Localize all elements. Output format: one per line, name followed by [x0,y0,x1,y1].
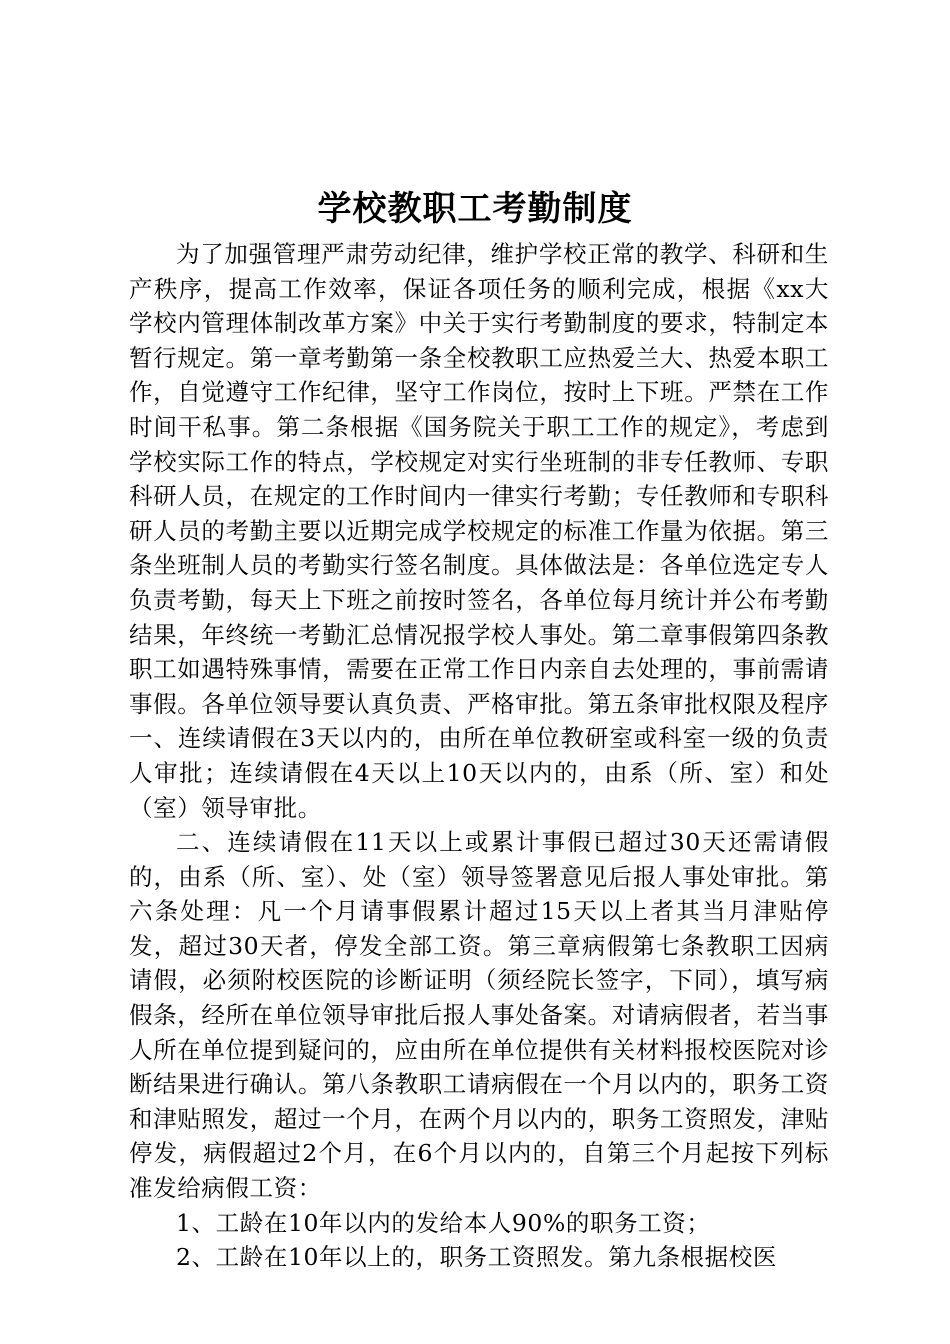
paragraph: 二、连续请假在11天以上或累计事假已超过30天还需请假的，由系（所、室）、处（室）领导签署意见后报人事处审批。第六条处理：凡一个月请事假累计超过15天以上者其当月津贴停发，超过30天者，停发全部工资。第三章病假第七条教职工因病请假，必须附校医院的诊断证明（须经院长签字，下同），填写病假条，经所在单位领导审批后报人事处备案。对请病假者，若当事人所在单位提到疑问的，应由所在单位提供有关材料报校医院对诊断结果进行确认。第八条教职工请病假在一个月以内的，职务工资和津贴照发，超过一个月，在两个月以内的，职务工资照发，津贴停发，病假超过2个月，在6个月以内的，自第三个月起按下列标准发给病假工资： [129,828,829,1203]
document-body [129,237,829,1275]
document-title: 学校教职工考勤制度 [317,189,633,229]
paragraph: 为了加强管理严肃劳动纪律，维护学校正常的教学、科研和生产秩序，提高工作效率，保证各项任务的顺利完成，根据《xx大学校内管理体制改革方案》中关于实行考勤制度的要求，特制定本暂行规定。第一章考勤第一条全校教职工应热爱兰大、热爱本职工作，自觉遵守工作纪律，坚守工作岗位，按时上下班。严禁在工作时间干私事。第二条根据《国务院关于职工工作的规定》，考虑到学校实际工作的特点，学校规定对实行坐班制的非专任教师、专职科研人员，在规定的工作时间内一律实行考勤；专任教师和专职科研人员的考勤主要以近期完成学校规定的标准工作量为依据。第三条坐班制人员的考勤实行签名制度。具体做法是：各单位选定专人负责考勤，每天上下班之前按时签名，各单位每月统计并公布考勤结果，年终统一考勤汇总情况报学校人事处。第二章事假第四条教职工如遇特殊事情，需要在正常工作日内亲自去处理的，事前需请事假。各单位领导要认真负责、严格审批。第五条审批权限及程序一、连续请假在3天以内的，由所在单位教研室或科室一级的负责人审批；连续请假在4天以上10天以内的，由系（所、室）和处（室）领导审批。 [129,240,829,822]
paragraph: 2、工龄在10年以上的，职务工资照发。第九条根据校医 [176,1243,777,1272]
paragraph: 1、工龄在10年以内的发给本人90%的职务工资； [176,1208,711,1237]
